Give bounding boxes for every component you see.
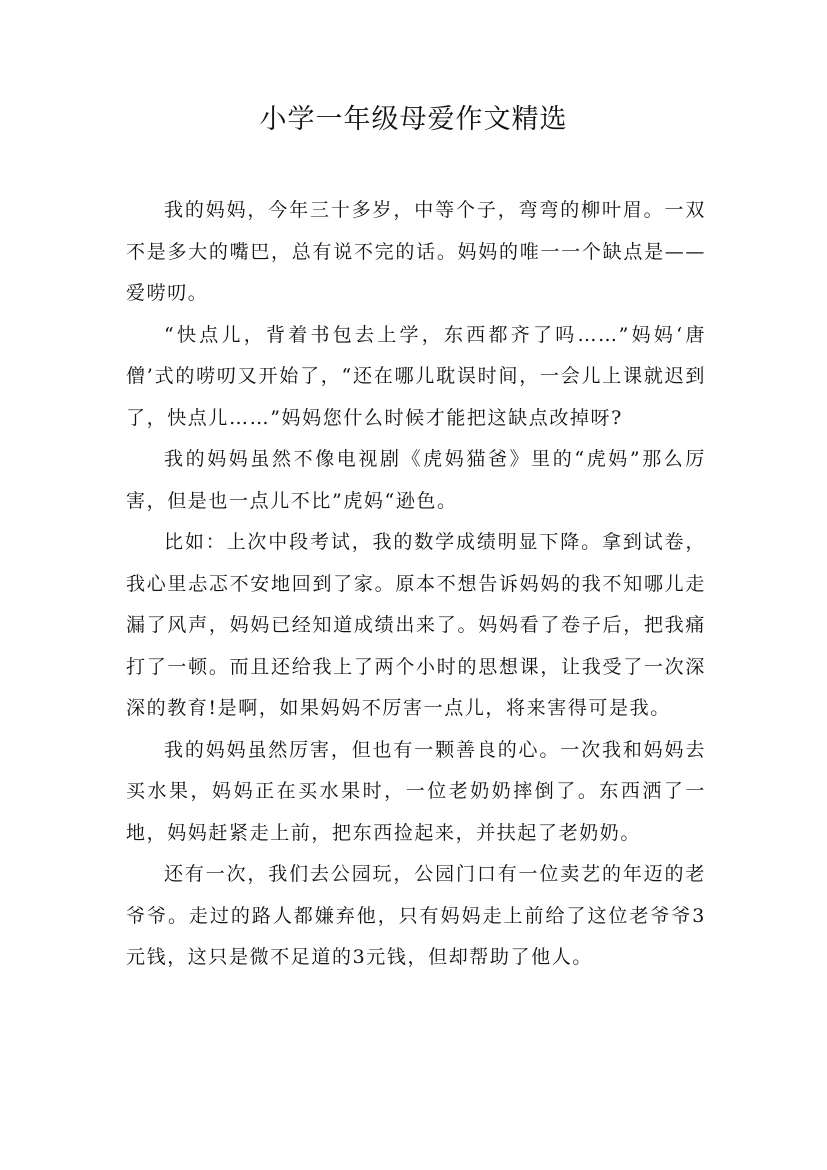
document-title: 小学一年级母爱作文精选 <box>259 104 568 135</box>
paragraph-4: 比如：上次中段考试，我的数学成绩明显下降。拿到试卷，我心里忐忑不安地回到了家。原本不想告诉妈妈的我不知哪儿走漏了风声，妈妈已经知道成绩出来了。妈妈看了卷子后，把我痛打了一顿。而且还给我上了两个小时的思想课，让我受了一次深深的教育!是啊，如果妈妈不厉害一点儿，将来害得可是我。 <box>126 531 706 719</box>
paragraph-6: 还有一次，我们去公园玩，公园门口有一位卖艺的年迈的老爷爷。走过的路人都嫌弃他，只有妈妈走上前给了这位老爷爷3元钱，这只是微不足道的3元钱，但却帮助了他人。 <box>126 863 706 968</box>
paragraph-1: 我的妈妈，今年三十多岁，中等个子，弯弯的柳叶眉。一双不是多大的嘴巴，总有说不完的话。妈妈的唯一一个缺点是——爱唠叨。 <box>126 199 706 304</box>
paragraph-5: 我的妈妈虽然厉害，但也有一颗善良的心。一次我和妈妈去买水果，妈妈正在买水果时，一位老奶奶摔倒了。东西洒了一地，妈妈赶紧走上前，把东西捡起来，并扶起了老奶奶。 <box>126 738 706 844</box>
paragraph-3: 我的妈妈虽然不像电视剧《虎妈猫爸》里的“虎妈”那么厉害，但是也一点儿不比”虎妈“逊色。 <box>126 448 706 512</box>
paragraph-2: “快点儿，背着书包去上学，东西都齐了吗……”妈妈‘唐僧’式的唠叨又开始了，“还在哪儿耽误时间，一会儿上课就迟到了，快点儿……”妈妈您什么时候才能把这缺点改掉呀? <box>126 323 706 429</box>
document-body <box>126 190 706 979</box>
